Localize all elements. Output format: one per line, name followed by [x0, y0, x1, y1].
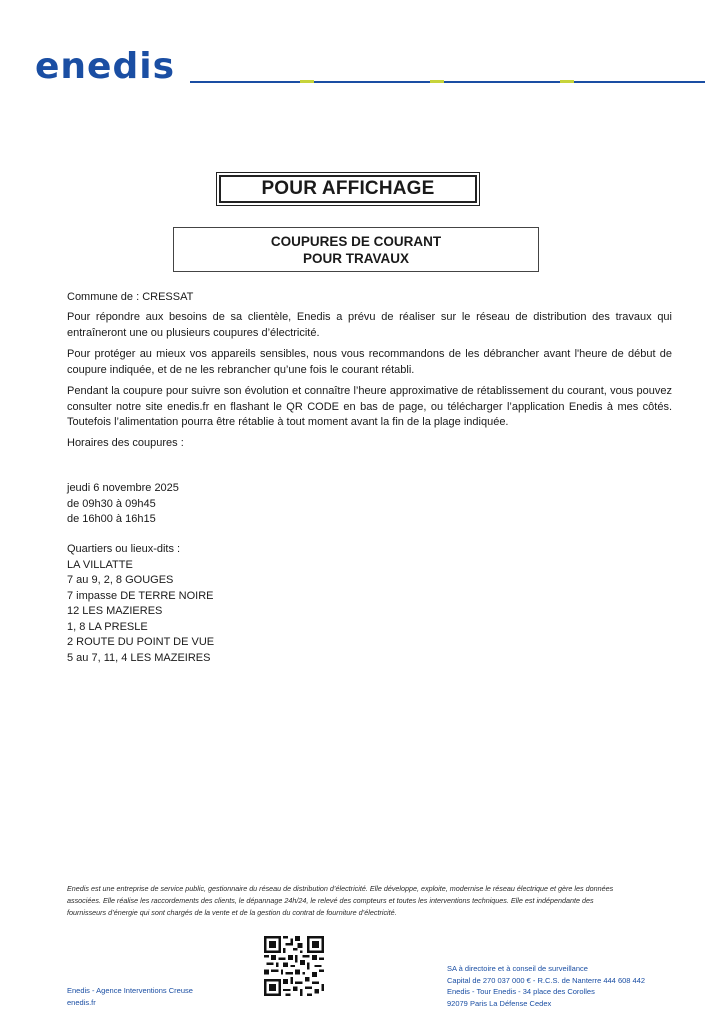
quartier-item: 2 ROUTE DU POINT DE VUE	[67, 636, 215, 648]
schedule-slot: de 09h30 à 09h45	[67, 497, 156, 510]
quartier-item: 12 LES MAZIERES	[67, 605, 163, 617]
qr-code-icon[interactable]	[264, 936, 324, 996]
notice-subtitle	[173, 227, 539, 272]
company-line: 92079 Paris La Défense Cedex	[447, 998, 552, 1008]
horaires-label: Horaires des coupures :	[67, 437, 184, 449]
schedule-block	[67, 481, 672, 528]
agency-footer	[67, 985, 193, 1008]
quartier-item: 1, 8 LA PRESLE	[67, 620, 148, 633]
legal-note	[67, 883, 667, 919]
notice-title: POUR AFFICHAGE	[216, 172, 480, 206]
enedis-logo: enedis	[35, 46, 175, 87]
paragraph-1: Pour répondre aux besoins de sa clientèle, Enedis a prévu de réaliser sur le réseau de distribution des travaux qui entraîneront une ou plusieurs coupures d’électricité.	[67, 311, 672, 339]
header-rule-accent	[560, 80, 574, 83]
header-rule	[190, 81, 705, 83]
agency-name: Enedis - Agence Interventions Creuse	[67, 986, 193, 995]
schedule-slot: de 16h00 à 16h15	[67, 513, 156, 525]
company-line: Enedis - Tour Enedis - 34 place des Corolles	[447, 987, 595, 996]
legal-note-line: fournisseurs d’énergie qui sont chargés de la vente et de la gestion du contrat de fourniture d’électricité.	[67, 908, 397, 917]
quartier-item: 5 au 7, 11, 4 LES MAZEIRES	[67, 651, 211, 664]
website-link[interactable]: enedis.fr	[67, 997, 96, 1007]
company-footer	[447, 963, 645, 1009]
legal-note-line: associées. Elle réalise les raccordements des clients, le dépannage 24h/24, le relevé des compteurs et toutes les interventions techniques. Elle est indépendante des	[67, 896, 594, 905]
subtitle-line-1: COUPURES DE COURANT	[270, 234, 442, 249]
quartier-item: 7 au 9, 2, 8 GOUGES	[67, 574, 174, 586]
header-rule-accent	[300, 80, 314, 83]
quartier-item: 7 impasse DE TERRE NOIRE	[67, 589, 214, 602]
paragraph-2: Pour protéger au mieux vos appareils sensibles, nous vous recommandons de les débrancher avant l'heure de début de coupure indiquée, et de ne les rebrancher qu’une fois le courant rétabli.	[67, 348, 672, 376]
header-rule-accent	[430, 80, 444, 83]
quartiers-block	[67, 542, 672, 666]
company-line: SA à directoire et à conseil de surveillance	[447, 964, 588, 973]
legal-note-line: Enedis est une entreprise de service public, gestionnaire du réseau de distribution d’électricité. Elle développe, exploite, modernise le réseau électrique et gère les données	[67, 884, 614, 893]
quartiers-label: Quartiers ou lieux-dits :	[67, 543, 181, 555]
company-line: Capital de 270 037 000 € - R.C.S. de Nanterre 444 608 442	[447, 975, 646, 985]
paragraph-3: Pendant la coupure pour suivre son évolution et connaître l’heure approximative de rétablissement du courant, vous pouvez consulter notre site enedis.fr en flashant le QR CODE en bas de page, ou télécharger l’application Enedis à mes côtés. Toutefois l’alimentation pourra être rétablie à tout moment avant la fin de la plage indiquée.	[67, 385, 672, 428]
quartier-item: LA VILLATTE	[67, 558, 133, 571]
subtitle-line-2: POUR TRAVAUX	[302, 251, 409, 266]
schedule-date: jeudi 6 novembre 2025	[67, 482, 179, 494]
commune-label: Commune de : CRESSAT	[67, 291, 194, 303]
